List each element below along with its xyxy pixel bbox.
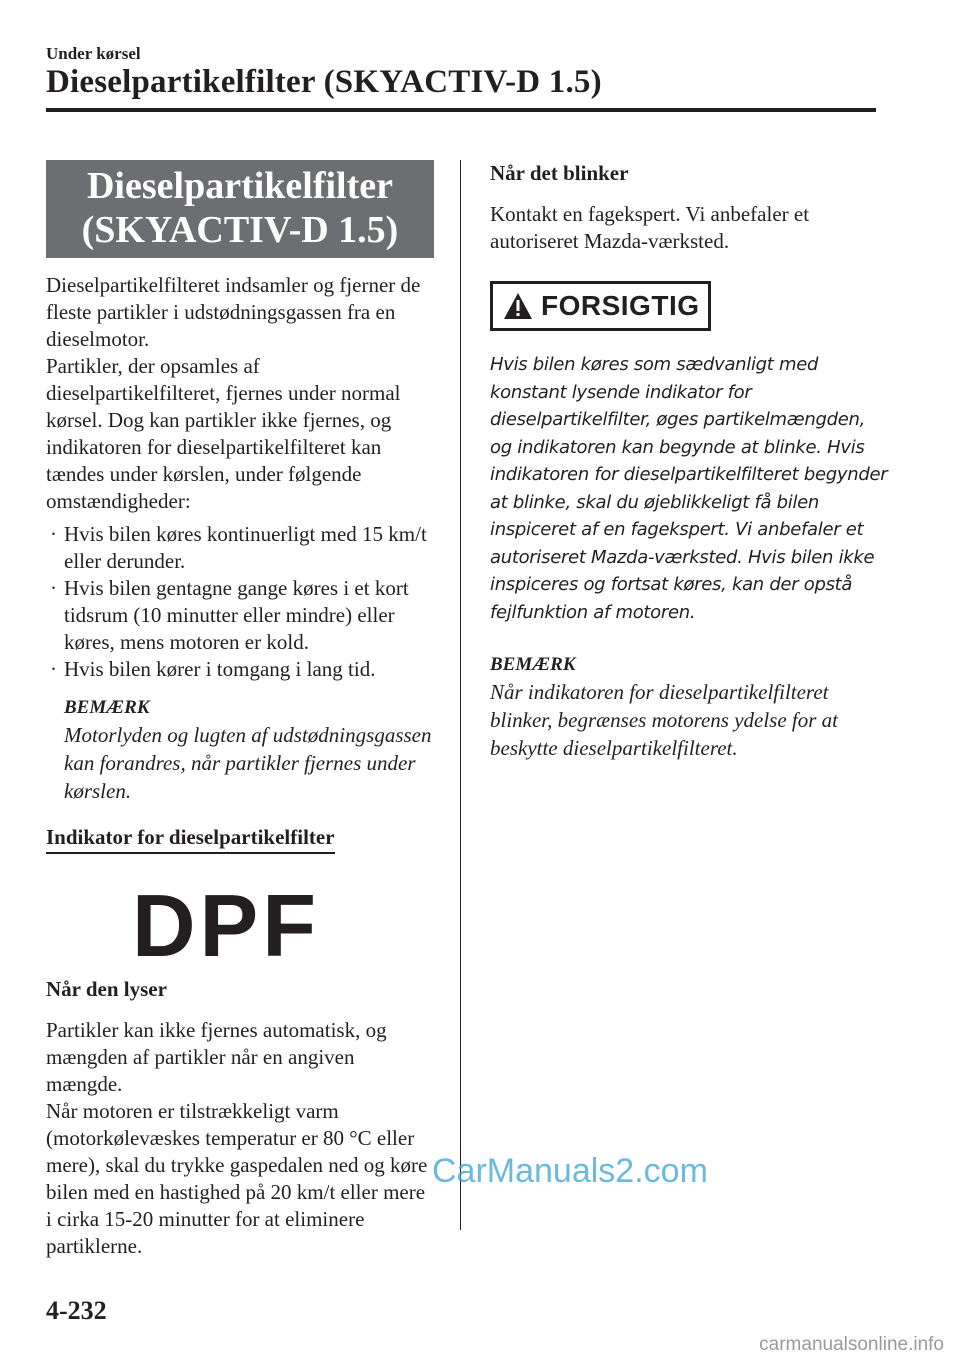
list-item-text: Hvis bilen gentagne gange køres i et kort tidsrum (10 minutter eller mindre) eller køres, mens motoren er kold.: [64, 576, 409, 654]
watermark: CarManuals2.com: [432, 1152, 708, 1190]
note-block: [490, 652, 890, 762]
list-item: [46, 521, 434, 575]
note-text: Når indikatoren for dieselpartikelfilteret blinker, begrænses motorens ydelse for at beskytte dieselpartikelfilteret.: [490, 680, 839, 760]
intro-paragraph: Dieselpartikelfilteret indsamler og fjerner de fleste partikler i udstødningsgassen fra en dieselmotor.: [46, 273, 421, 351]
note-label: BEMÆRK: [64, 697, 150, 718]
blink-heading: Når det blinker: [490, 161, 629, 185]
header-rule: [46, 108, 876, 112]
list-item: [46, 656, 434, 683]
section-title-line1: Dieselpartikelfilter: [86, 165, 393, 207]
lit-heading: Når den lyser: [46, 977, 167, 1001]
lit-paragraph-1: Partikler kan ikke fjernes automatisk, og mængden af partikler når en angiven mængde.: [46, 1018, 387, 1096]
note-text: Motorlyden og lugten af udstødningsgassen kan forandres, når partikler fjernes under kørslen.: [64, 723, 432, 803]
left-column: [46, 160, 434, 1260]
lit-paragraph-2: Når motoren er tilstrækkeligt varm (motorkølevæskes temperatur er 80 °C eller mere), skal du trykke gaspedalen ned og køre bilen med en hastighed på 20 km/t eller mere i cirka 15-20 minutter for at eliminere partiklerne.: [46, 1099, 428, 1258]
bullet-glyph: ·: [50, 522, 57, 546]
caution-text: Hvis bilen køres som sædvanligt med konstant lysende indikator for dieselpartikelfilter, øges partikelmængden, og indikatoren kan begynde at blinke. Hvis indikatoren for dieselpartikelfilteret begynder at blinke, skal du øjeblikkeligt få bilen inspiceret af en fagekspert. Vi anbefaler et autoriseret Mazda-værksted. Hvis bilen ikke inspiceres og fortsat køres, kan der opstå fejlfunktion af motoren.: [490, 354, 888, 623]
bullet-glyph: ·: [50, 657, 57, 681]
warning-triangle-icon: [503, 292, 533, 320]
caution-box: [490, 281, 711, 331]
right-column: [490, 160, 890, 762]
list-item-text: Hvis bilen kører i tomgang i lang tid.: [64, 657, 376, 681]
site-mark: carmanualsonline.info: [759, 1334, 944, 1355]
page-title: Dieselpartikelfilter (SKYACTIV-D 1.5): [46, 64, 602, 100]
list-item-text: Hvis bilen køres kontinuerligt med 15 km/t eller derunder.: [64, 522, 427, 573]
conditions-paragraph: Partikler, der opsamles af dieselpartikelfilteret, fjernes under normal kørsel. Dog kan partikler ikke fjernes, og indikatoren for dieselpartikelfilteret kan tændes under kørslen, under følgende omstændigheder:: [46, 354, 401, 513]
note-block: [46, 695, 434, 805]
column-divider: [460, 160, 461, 1230]
section-label: Under kørsel: [46, 44, 141, 63]
indicator-heading: Indikator for dieselpartikelfilter: [46, 825, 335, 854]
bullet-glyph: ·: [50, 576, 57, 600]
caution-label: FORSIGTIG: [541, 290, 700, 321]
conditions-list: [46, 521, 434, 683]
list-item: [46, 575, 434, 656]
blink-paragraph: Kontakt en fagekspert. Vi anbefaler et autoriseret Mazda-værksted.: [490, 202, 810, 253]
section-title-line2: (SKYACTIV-D 1.5): [81, 209, 399, 251]
note-label: BEMÆRK: [490, 654, 576, 675]
dpf-indicator-symbol: DPF: [132, 876, 320, 975]
section-title-box: [46, 160, 434, 258]
page-number: 4-232: [46, 1296, 107, 1325]
